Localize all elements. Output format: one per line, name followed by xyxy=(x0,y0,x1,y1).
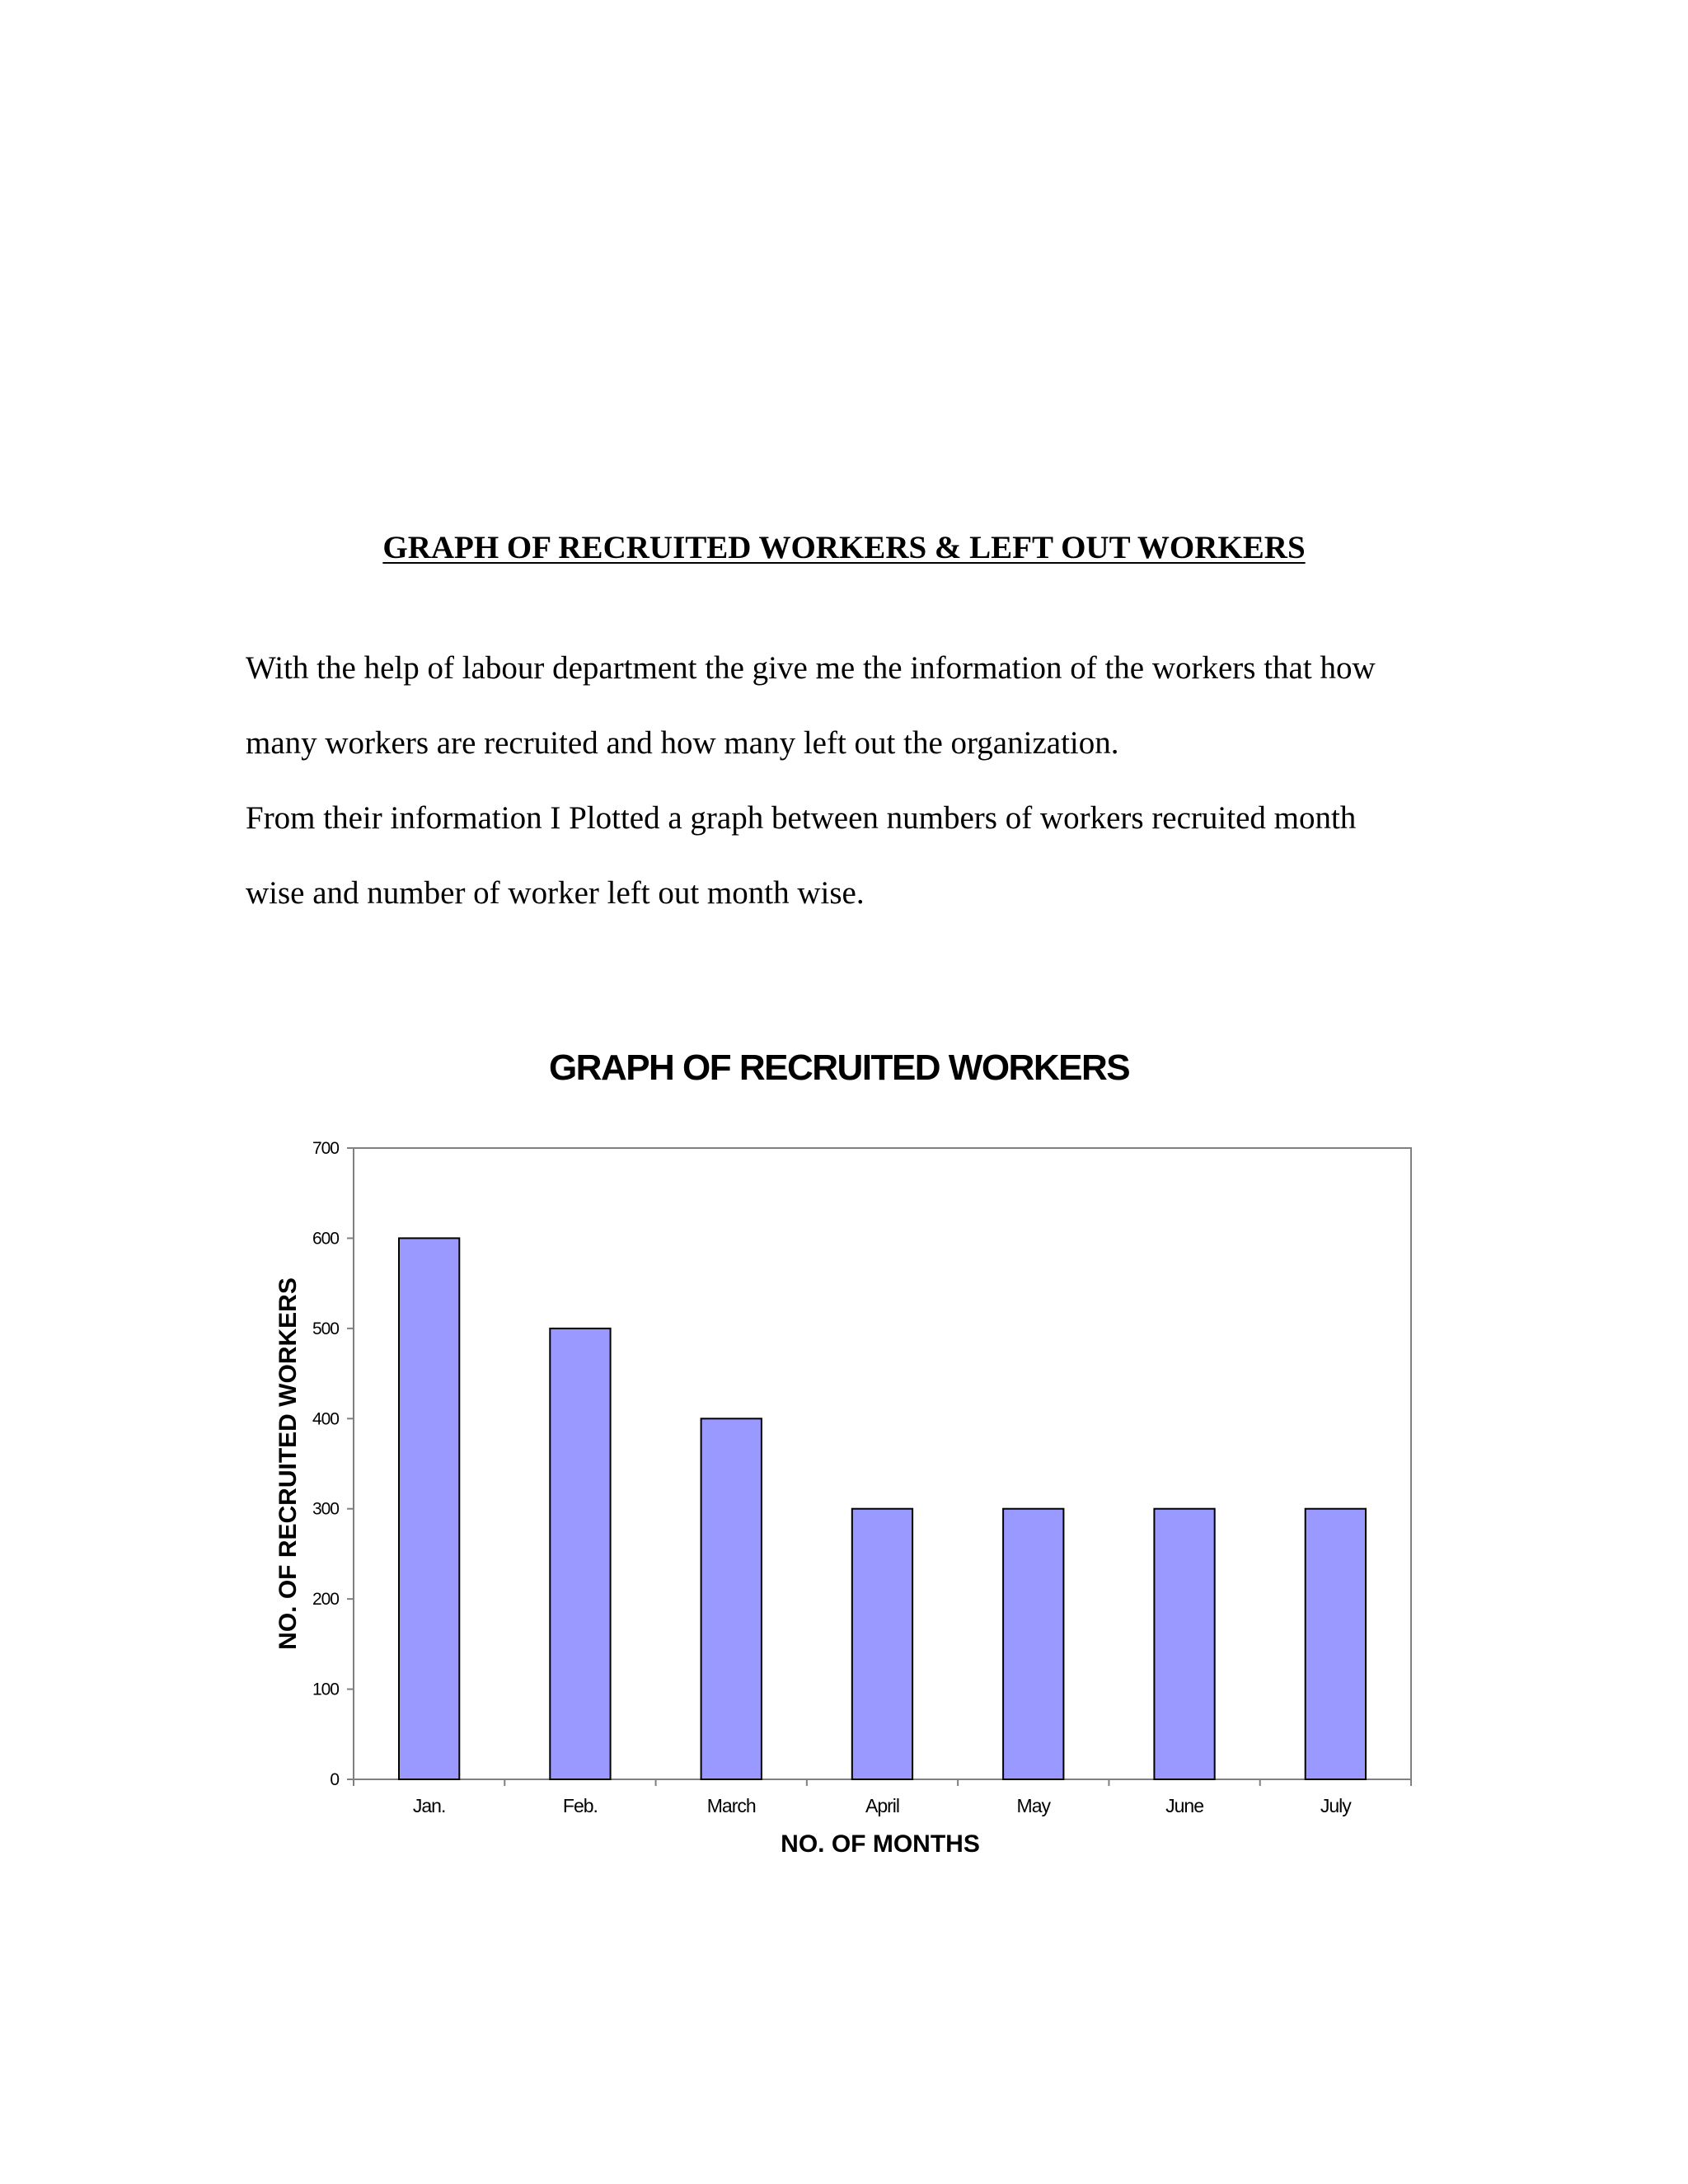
x-tick-label: July xyxy=(1320,1795,1351,1816)
y-tick-label: 300 xyxy=(312,1499,339,1519)
bar-july xyxy=(1306,1509,1366,1779)
x-tick-label: April xyxy=(865,1795,900,1816)
bar-april xyxy=(852,1509,912,1779)
y-tick-label: 400 xyxy=(312,1409,339,1429)
bar-feb xyxy=(550,1329,610,1779)
x-tick-label: June xyxy=(1165,1795,1204,1816)
paragraph-line-3: From their information I Plotted a graph between numbers of workers recruited month xyxy=(246,800,1357,836)
x-tick-label: Feb. xyxy=(562,1795,598,1816)
bar-jan xyxy=(399,1238,459,1779)
paragraph-line-1: With the help of labour department the give me the information of the workers that how xyxy=(246,650,1376,686)
y-tick-label: 600 xyxy=(312,1229,339,1249)
bar-march xyxy=(701,1418,762,1779)
y-tick-label: 0 xyxy=(330,1770,339,1789)
y-axis-title: NO. OF RECRUITED WORKERS xyxy=(274,1277,302,1650)
y-tick-label: 200 xyxy=(312,1590,339,1610)
y-tick-label: 500 xyxy=(312,1319,339,1338)
document-heading: GRAPH OF RECRUITED WORKERS & LEFT OUT WORKERS xyxy=(382,530,1306,565)
x-axis-title: NO. OF MONTHS xyxy=(781,1830,980,1858)
paragraph-line-4: wise and number of worker left out month wise. xyxy=(246,875,865,911)
x-tick-label: March xyxy=(706,1795,756,1816)
x-tick-label: May xyxy=(1016,1795,1051,1816)
chart-title: GRAPH OF RECRUITED WORKERS xyxy=(548,1047,1130,1088)
bar-may xyxy=(1003,1509,1063,1779)
y-tick-label: 700 xyxy=(312,1139,339,1158)
x-tick-label: Jan. xyxy=(412,1795,446,1816)
y-tick-label: 100 xyxy=(312,1680,339,1699)
bar-june xyxy=(1154,1509,1214,1779)
paragraph-line-2: many workers are recruited and how many left out the organization. xyxy=(246,725,1119,761)
